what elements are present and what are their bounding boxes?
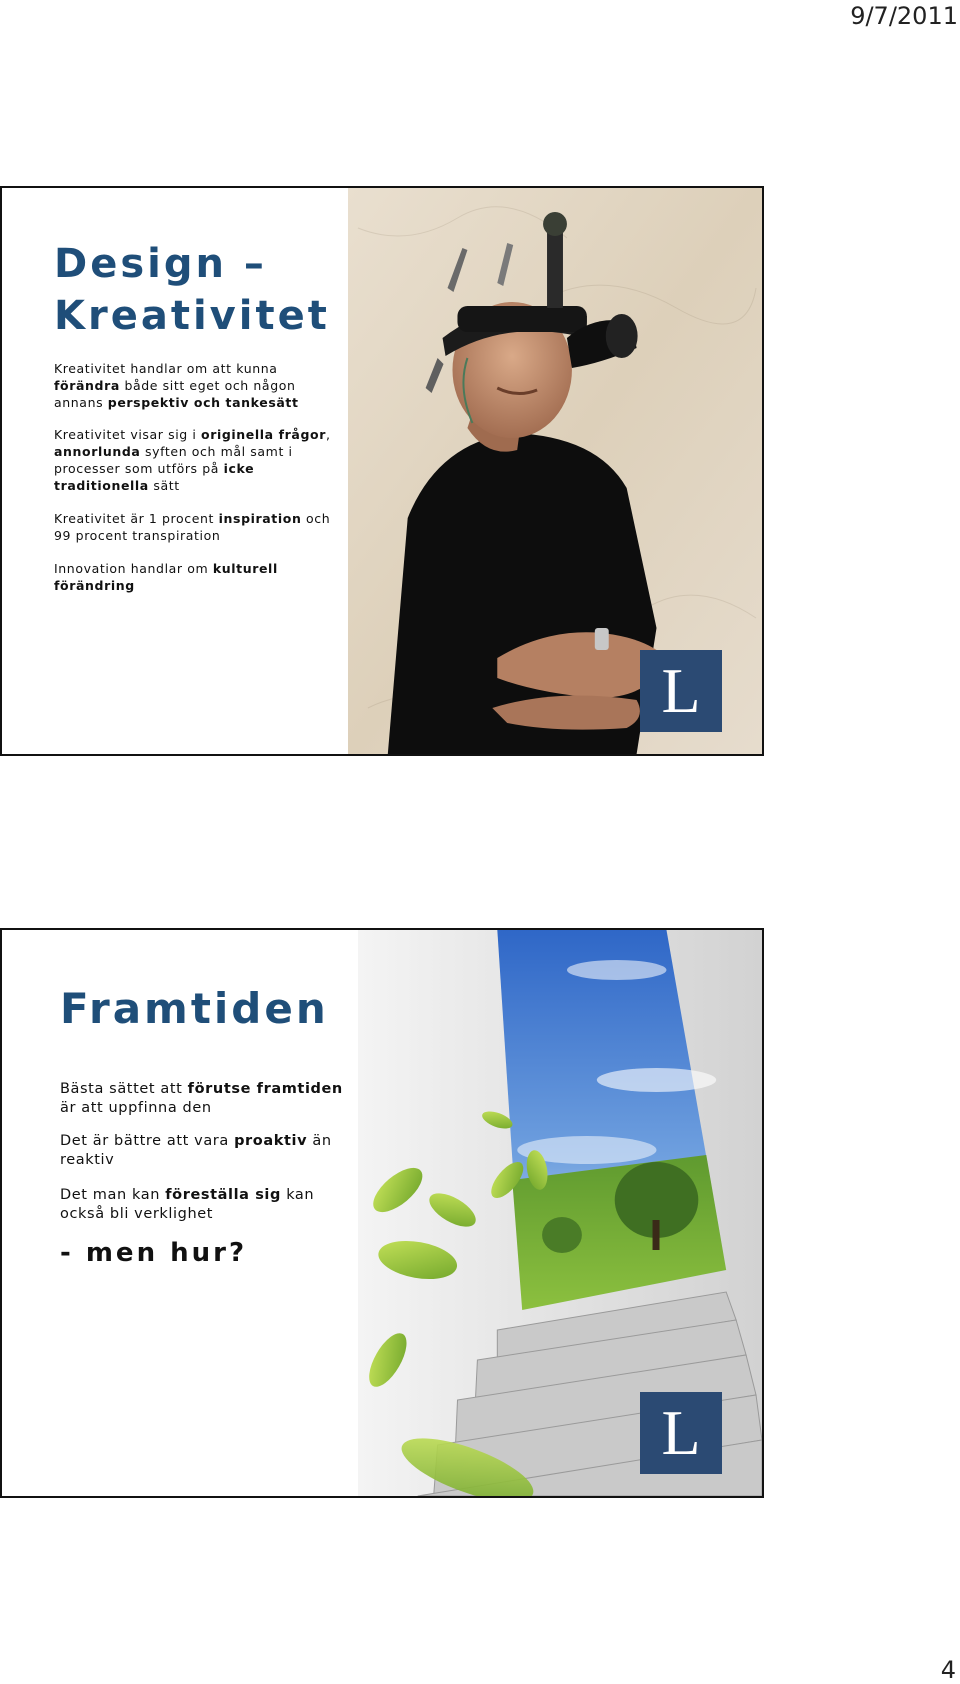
emphasis-text: inspiration: [218, 511, 302, 526]
body-text: och 99 procent transpiration: [54, 511, 331, 543]
photo-stairs-to-landscape: [358, 930, 762, 1496]
slide-framtiden: [0, 928, 764, 1498]
header-date: 9/7/2011: [850, 2, 958, 30]
body-text: Bästa sättet att: [60, 1081, 188, 1097]
body-text: Det är bättre att vara: [60, 1133, 235, 1149]
slide-text-column: [2, 188, 348, 754]
body-text: Kreativitet är 1 procent: [54, 511, 219, 526]
body-text: Kreativitet handlar om att kunna: [54, 361, 278, 376]
emphasis-text: kulturell förändring: [54, 561, 278, 593]
slide-paragraph: [54, 360, 346, 411]
page-number: 4: [940, 1656, 956, 1684]
body-text: Kreativitet visar sig i: [54, 427, 202, 442]
closing-question: - men hur?: [60, 1238, 248, 1268]
emphasis-text: förutse framtiden: [187, 1081, 343, 1097]
slide-title: Design – Kreativitet: [54, 241, 330, 339]
emphasis-text: perspektiv och tankesätt: [107, 395, 299, 410]
slide-paragraph: [60, 1132, 352, 1170]
slide-design-kreativitet: [0, 186, 764, 756]
university-logo: L: [640, 650, 722, 732]
body-text: syften och mål samt i processer som utförs på: [54, 444, 293, 476]
body-text: Det man kan: [60, 1187, 166, 1203]
slide-paragraph: [60, 1186, 352, 1224]
slide-paragraph: [54, 426, 346, 494]
emphasis-text: originella frågor: [201, 427, 326, 442]
emphasis-text: proaktiv: [234, 1133, 308, 1149]
body-text: Innovation handlar om: [54, 561, 213, 576]
emphasis-text: annorlunda: [54, 444, 141, 459]
slide-title: Framtiden: [60, 984, 329, 1033]
emphasis-text: icke traditionella: [54, 461, 255, 493]
emphasis-text: förändra: [54, 378, 120, 393]
slide-paragraph: [54, 560, 346, 594]
university-logo: L: [640, 1392, 722, 1474]
slide-text-column: [2, 930, 358, 1496]
slide-paragraph: [60, 1080, 352, 1118]
body-text: kan också bli verklighet: [60, 1187, 315, 1222]
body-text: ,: [325, 427, 331, 442]
body-text: än reaktiv: [60, 1133, 332, 1168]
body-text: är att uppfinna den: [60, 1100, 212, 1116]
slide-paragraph: [54, 510, 346, 544]
body-text: sätt: [148, 478, 180, 493]
body-text: både sitt eget och någon annans: [54, 378, 296, 410]
photo-man-with-headgear: [348, 188, 762, 754]
emphasis-text: föreställa sig: [165, 1187, 281, 1203]
